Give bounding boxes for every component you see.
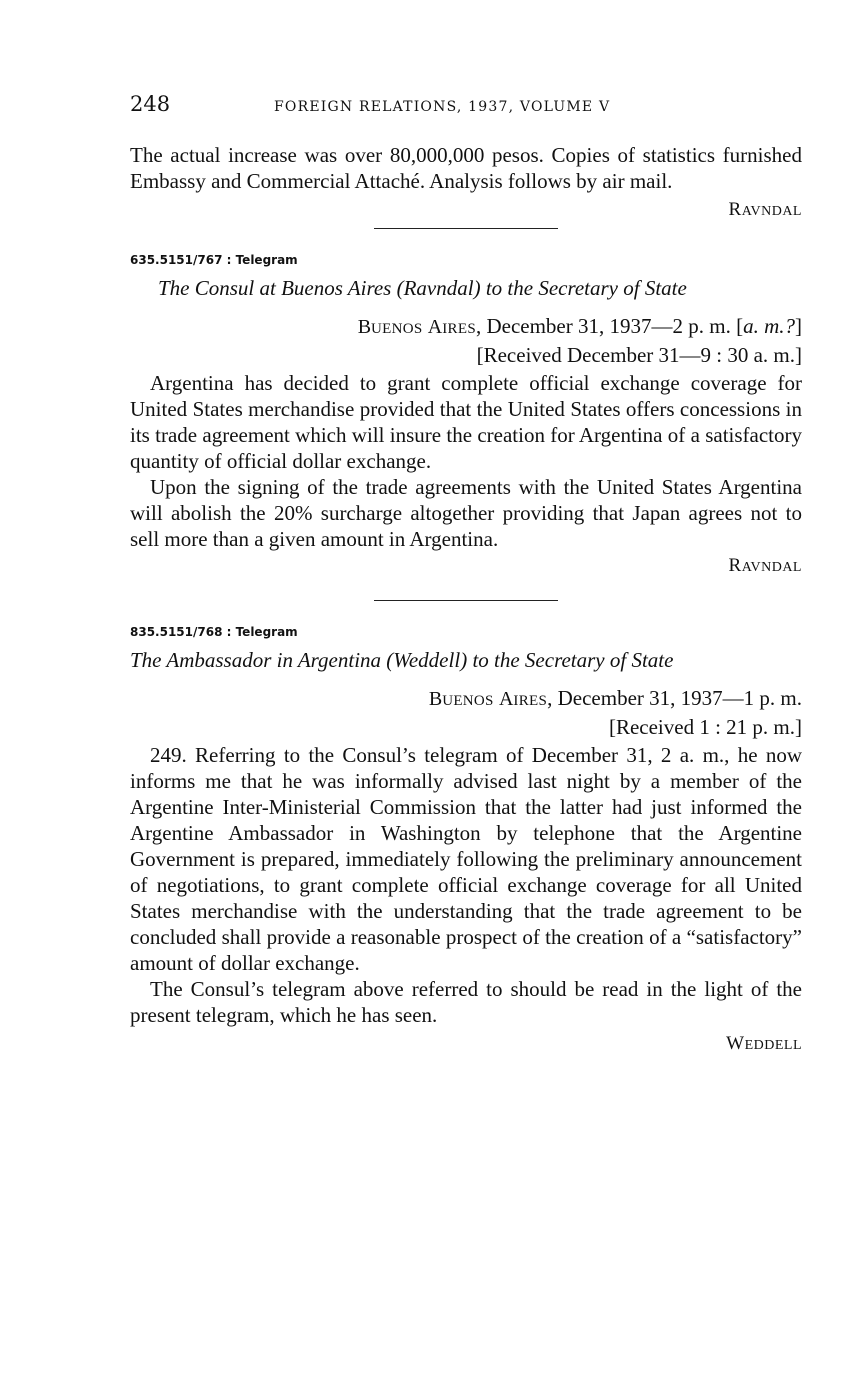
title-name: Ravndal <box>403 276 474 300</box>
title-name: Weddell <box>393 648 461 672</box>
signature-rest: AVNDAL <box>741 204 802 219</box>
file-reference: 835.5151/768 : Telegram <box>130 625 298 639</box>
document-title <box>130 646 802 674</box>
place-initial: B <box>357 316 372 338</box>
paragraph: Argentina has decided to grant complete official exchange coverage for United States merchandise provided that the United States offers concessions in its trade agreement which will insure the creation for Argentina of a satisfactory quantity of official dollar exchange. <box>130 371 802 473</box>
running-header <box>130 92 802 128</box>
title-part-1: The Ambassador in Argentina <box>130 648 382 672</box>
paragraph: Upon the signing of the trade agreements with the United States Argentina will abolish the 20% surcharge altogether providing that Japan agrees not to sell more than a given amount in Argentina. <box>130 475 802 551</box>
document-title <box>130 274 802 302</box>
title-paren: (Weddell) <box>386 648 468 672</box>
document-page <box>130 92 802 1056</box>
section-divider <box>374 228 558 229</box>
intro-signature <box>130 196 802 222</box>
title-part-2: to the Secretary of State <box>485 276 687 300</box>
place2-rest: IRES <box>513 693 548 709</box>
paragraph: 249. Referring to the Consul’s telegram of December 31, 2 a. m., he now informs me that he was informally advised last night by a member of the Argentine Inter-Ministerial Commission that the latter had just informed the Argentine Ambassador in Washington by telephone that the Argentine Government is prepared, immediately following the preliminary announcement of negotiations, to grant complete official exchange coverage for all United States merchandise with the understanding that the trade agreement to be concluded shall provide a reasonable prospect of the creation of a “satisfactory” amount of dollar exchange. <box>130 743 802 975</box>
place-initial: B <box>428 688 443 710</box>
telegram-ravndal <box>130 251 802 578</box>
signature-initial: W <box>726 1033 745 1054</box>
place-rest: UENOS <box>442 693 494 709</box>
title-part-1: The Consul at Buenos Aires <box>158 276 392 300</box>
dateline-end: ] <box>795 314 802 338</box>
signature-initial: R <box>728 199 742 220</box>
telegram-weddell <box>130 623 802 1056</box>
title-paren: (Ravndal) <box>396 276 481 300</box>
running-title: FOREIGN RELATIONS, 1937, VOLUME V <box>274 99 611 115</box>
paragraph: The Consul’s telegram above referred to should be read in the light of the present telegram, which he has seen. <box>130 977 802 1027</box>
signature-rest: AVNDAL <box>741 560 802 575</box>
dateline-correction: a. m.? <box>743 314 795 338</box>
dateline-text: , December 31, 1937—2 p. m. [ <box>475 314 744 338</box>
signature-initial: R <box>728 555 742 576</box>
place2-initial: A <box>498 688 514 710</box>
place2-rest: IRES <box>442 321 476 337</box>
section-divider <box>374 600 558 601</box>
dateline-text: , December 31, 1937—1 p. m. <box>547 686 802 710</box>
place-rest: UENOS <box>371 321 423 337</box>
signature <box>130 552 802 578</box>
page-number: 248 <box>130 92 171 116</box>
dateline <box>130 685 802 714</box>
file-reference: 635.5151/767 : Telegram <box>130 253 298 267</box>
signature-rest: EDDELL <box>744 1038 802 1053</box>
signature <box>130 1030 802 1056</box>
received-line: [Received December 31—9 : 30 a. m.] <box>476 343 802 367</box>
title-part-2: to the Secretary of State <box>472 648 674 672</box>
dateline <box>130 313 802 342</box>
place2-initial: A <box>427 316 443 338</box>
intro-paragraph: The actual increase was over 80,000,000 pesos. Copies of statistics furnished Embassy and Commercial Attaché. Analysis follows by air mail. <box>130 143 802 193</box>
received-line: [Received 1 : 21 p. m.] <box>608 715 802 739</box>
